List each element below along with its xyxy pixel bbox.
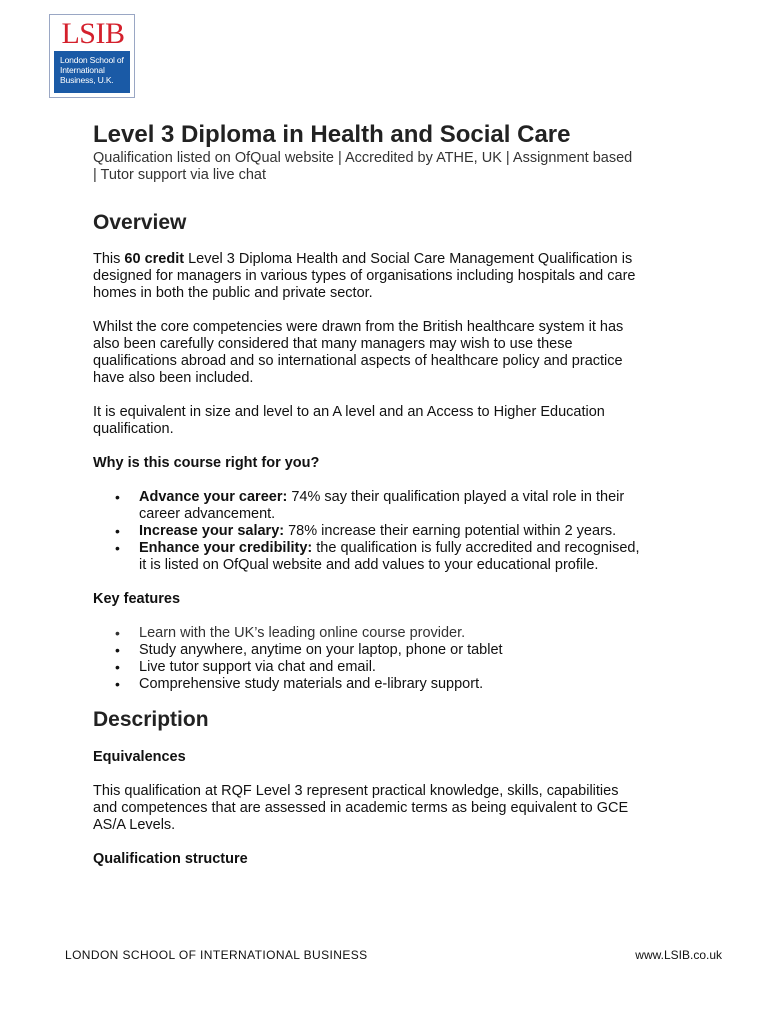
text: it is listed on OfQual website and add values to your educational profile. (139, 557, 599, 573)
item-bold: Increase your salary: (139, 523, 285, 539)
qualification-structure-heading: Qualification structure (93, 851, 248, 867)
text: have also been included. (93, 370, 254, 386)
text: Level 3 Diploma Health and Social Care Management Qualification is (184, 251, 633, 267)
text: Study anywhere, anytime on your laptop, phone or tablet (139, 642, 503, 658)
text: Comprehensive study materials and e-library support. (139, 676, 484, 692)
overview-paragraph-2 (93, 319, 683, 387)
text: qualifications abroad and so international aspects of healthcare policy and practice (93, 353, 623, 369)
item-bold: Enhance your credibility: (139, 540, 313, 556)
overview-paragraph-3 (93, 404, 683, 438)
document-body (93, 120, 683, 868)
text: homes in both the public and private sector. (93, 285, 373, 301)
why-heading: Why is this course right for you? (93, 455, 320, 471)
logo-line: London School of (60, 55, 124, 65)
list-item (93, 540, 683, 574)
equivalences-paragraph (93, 783, 683, 834)
bullet-icon: • (115, 540, 120, 556)
bullet-icon: • (115, 676, 120, 692)
logo-wordmark: LSIB (61, 17, 125, 50)
subtitle-line: Qualification listed on OfQual website | Accredited by ATHE, UK | Assignment based (93, 150, 633, 166)
subtitle-line: | Tutor support via live chat (93, 167, 267, 183)
equivalences-heading: Equivalences (93, 749, 186, 765)
bullet-icon: • (115, 659, 120, 675)
text: career advancement. (139, 506, 276, 522)
text: This qualification at RQF Level 3 represent practical knowledge, skills, capabilities (93, 783, 619, 799)
text: 74% say their qualification played a vital role in their (287, 489, 625, 505)
logo-blue-box (54, 51, 130, 93)
page-title: Level 3 Diploma in Health and Social Care (93, 121, 571, 148)
list-item (93, 523, 683, 540)
text: AS/A Levels. (93, 817, 176, 833)
item-bold: Advance your career: (139, 489, 288, 505)
text: qualification. (93, 421, 174, 437)
credit-bold: 60 credit (124, 251, 185, 267)
description-heading: Description (93, 708, 209, 731)
logo-line: Business, U.K. (60, 75, 114, 85)
footer-website: www.LSIB.co.uk (635, 948, 722, 962)
text: Whilst the core competencies were drawn from the British healthcare system it has (93, 319, 624, 335)
overview-paragraph-1 (93, 251, 683, 302)
key-features-list (93, 625, 683, 693)
logo-line: International (60, 65, 105, 75)
why-list (93, 489, 683, 574)
list-item (93, 489, 683, 523)
text: 78% increase their earning potential within 2 years. (284, 523, 617, 539)
bullet-icon: • (115, 523, 120, 539)
text: It is equivalent in size and level to an A level and an Access to Higher Education (93, 404, 605, 420)
list-item (93, 659, 683, 676)
bullet-icon: • (115, 625, 120, 641)
lsib-logo (49, 14, 135, 98)
overview-heading: Overview (93, 211, 187, 234)
subtitle (93, 150, 683, 184)
text: also been carefully considered that many managers may wish to use these (93, 336, 573, 352)
list-item (93, 642, 683, 659)
key-features-heading: Key features (93, 591, 181, 607)
list-item (93, 625, 683, 642)
bullet-icon: • (115, 489, 120, 505)
text: Learn with the UK’s leading online course provider. (139, 625, 466, 641)
bullet-icon: • (115, 642, 120, 658)
text: This (93, 251, 125, 267)
text: and competences that are assessed in academic terms as being equivalent to GCE (93, 800, 629, 816)
text: Live tutor support via chat and email. (139, 659, 376, 675)
footer-school-name: LONDON SCHOOL OF INTERNATIONAL BUSINESS (65, 948, 368, 962)
text: the qualification is fully accredited and recognised, (312, 540, 640, 556)
text: designed for managers in various types of organisations including hospitals and care (93, 268, 636, 284)
list-item (93, 676, 683, 693)
